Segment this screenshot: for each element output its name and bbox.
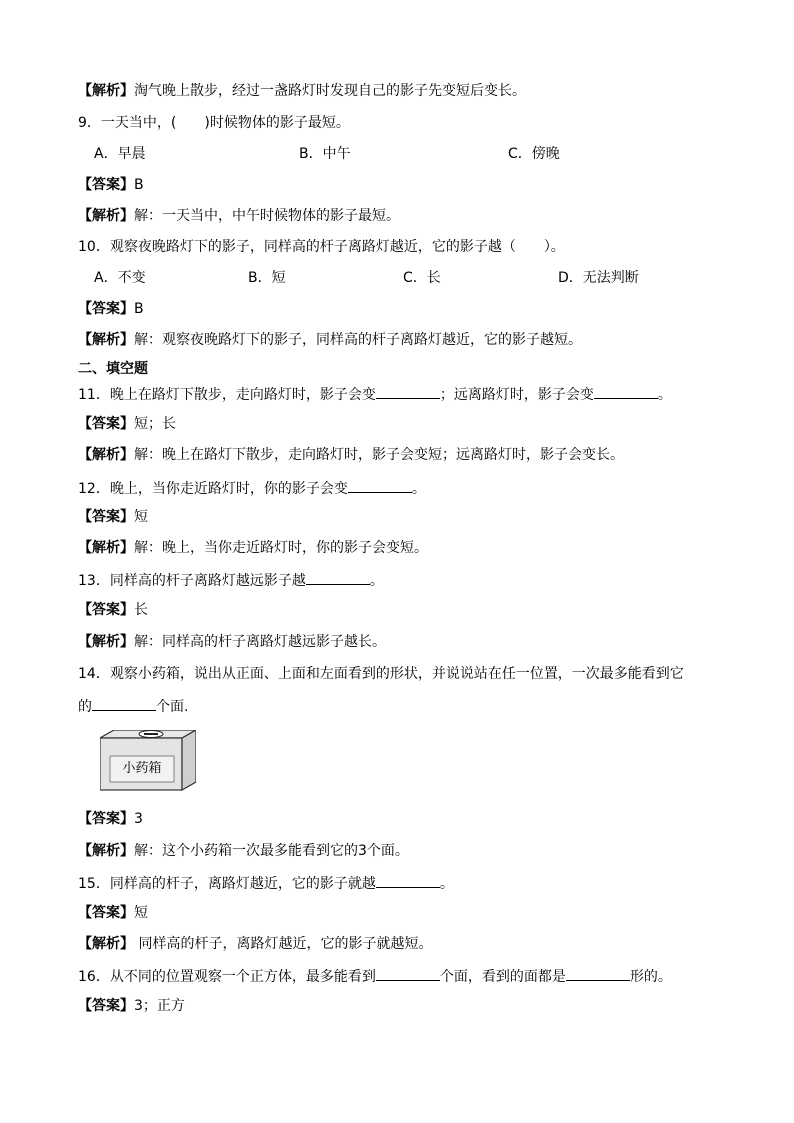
q15-analysis [78,935,432,953]
analysis-text: 解：同样高的杆子离路灯越远影子越长。 [134,634,386,650]
q16-question [78,966,672,986]
fill-blank[interactable] [348,478,412,493]
answer-label: 【答案】 [78,811,134,827]
q12-question [78,478,426,498]
question-text: 个面，看到的面都是 [439,969,566,985]
q12-answer [78,508,148,526]
q9-analysis [78,207,400,225]
question-text: 个面. [156,699,189,715]
q10-option-d: D．无法判断 [558,270,639,286]
answer-label: 【答案】 [78,602,134,618]
fill-blank[interactable] [594,384,658,399]
answer-label: 【答案】 [78,301,134,317]
fill-blank[interactable] [376,384,440,399]
analysis-label: 【解析】 [78,332,134,348]
answer-text: 短 [134,905,148,921]
answer-text: B [134,301,144,317]
question-text: 的 [78,699,92,715]
analysis-label: 【解析】 [78,936,134,952]
q9-option-c: C．傍晚 [508,146,560,162]
question-text: 。 [657,387,672,403]
q14-question-line2 [78,696,188,716]
q13-answer [78,601,148,619]
question-text: 。 [439,876,454,892]
analysis-text: 同样高的杆子，离路灯越近，它的影子就越短。 [134,936,433,952]
question-text: ；远离路灯时，影子会变 [439,387,594,403]
q10-option-b: B．短 [248,270,286,286]
q12-analysis [78,539,428,557]
q9-option-a: A．早晨 [94,146,146,162]
analysis-label: 【解析】 [78,83,134,99]
section-heading: 二、填空题 [78,361,148,377]
answer-label: 【答案】 [78,905,134,921]
analysis-label: 【解析】 [78,208,134,224]
answer-text: B [134,177,144,193]
q14-answer [78,810,143,828]
medicine-box-label: 小药箱 [122,761,162,776]
question-text: 12．晚上，当你走近路灯时，你的影子会变 [78,481,348,497]
q10-analysis [78,331,582,349]
analysis-label: 【解析】 [78,540,134,556]
q15-answer [78,904,148,922]
fill-blank[interactable] [376,966,440,981]
analysis-text: 淘气晚上散步，经过一盏路灯时发现自己的影子先变短后变长。 [134,83,526,99]
answer-text: 长 [134,602,148,618]
analysis-label: 【解析】 [78,447,134,463]
q11-answer [78,415,176,433]
fill-blank[interactable] [376,873,440,888]
fill-blank[interactable] [566,966,630,981]
q16-answer [78,997,185,1015]
answer-text: 3；正方 [134,998,185,1014]
answer-label: 【答案】 [78,509,134,525]
analysis-text: 解：一天当中，中午时候物体的影子最短。 [134,208,400,224]
fill-blank[interactable] [92,696,156,711]
medicine-box-image [100,730,196,792]
fill-blank[interactable] [306,570,370,585]
question-text: 。 [369,573,384,589]
analysis-text: 解：这个小药箱一次最多能看到它的3个面。 [134,843,409,859]
analysis-label: 【解析】 [78,634,134,650]
question-text: 15．同样高的杆子，离路灯越近，它的影子就越 [78,876,376,892]
answer-label: 【答案】 [78,416,134,432]
q13-question [78,570,384,590]
q10-option-a: A．不变 [94,270,146,286]
question-text: 。 [411,481,426,497]
q10-answer [78,300,144,318]
q8-analysis [78,82,526,100]
question-text: 11．晚上在路灯下散步，走向路灯时，影子会变 [78,387,376,403]
analysis-label: 【解析】 [78,843,134,859]
q14-analysis [78,842,409,860]
q13-analysis [78,633,386,651]
q9-question: 9．一天当中，( )时候物体的影子最短。 [78,115,350,131]
answer-text: 短；长 [134,416,176,432]
question-text: 形的。 [629,969,672,985]
q9-option-b: B．中午 [299,146,351,162]
q14-question-line1: 14．观察小药箱，说出从正面、上面和左面看到的形状，并说说站在任一位置，一次最多能看到它 [78,666,684,682]
q10-question: 10．观察夜晚路灯下的影子，同样高的杆子离路灯越近，它的影子越（ ）。 [78,239,565,255]
analysis-text: 解：观察夜晚路灯下的影子，同样高的杆子离路灯越近，它的影子越短。 [134,332,582,348]
answer-text: 3 [134,811,143,827]
question-text: 16．从不同的位置观察一个正方体，最多能看到 [78,969,376,985]
analysis-text: 解：晚上在路灯下散步，走向路灯时，影子会变短；远离路灯时，影子会变长。 [134,447,624,463]
answer-text: 短 [134,509,148,525]
q10-option-c: C．长 [403,270,441,286]
answer-label: 【答案】 [78,998,134,1014]
q11-analysis [78,446,624,464]
answer-label: 【答案】 [78,177,134,193]
q11-question [78,384,672,404]
q9-answer [78,176,144,194]
question-text: 13．同样高的杆子离路灯越远影子越 [78,573,306,589]
analysis-text: 解：晚上，当你走近路灯时，你的影子会变短。 [134,540,428,556]
q15-question [78,873,454,893]
